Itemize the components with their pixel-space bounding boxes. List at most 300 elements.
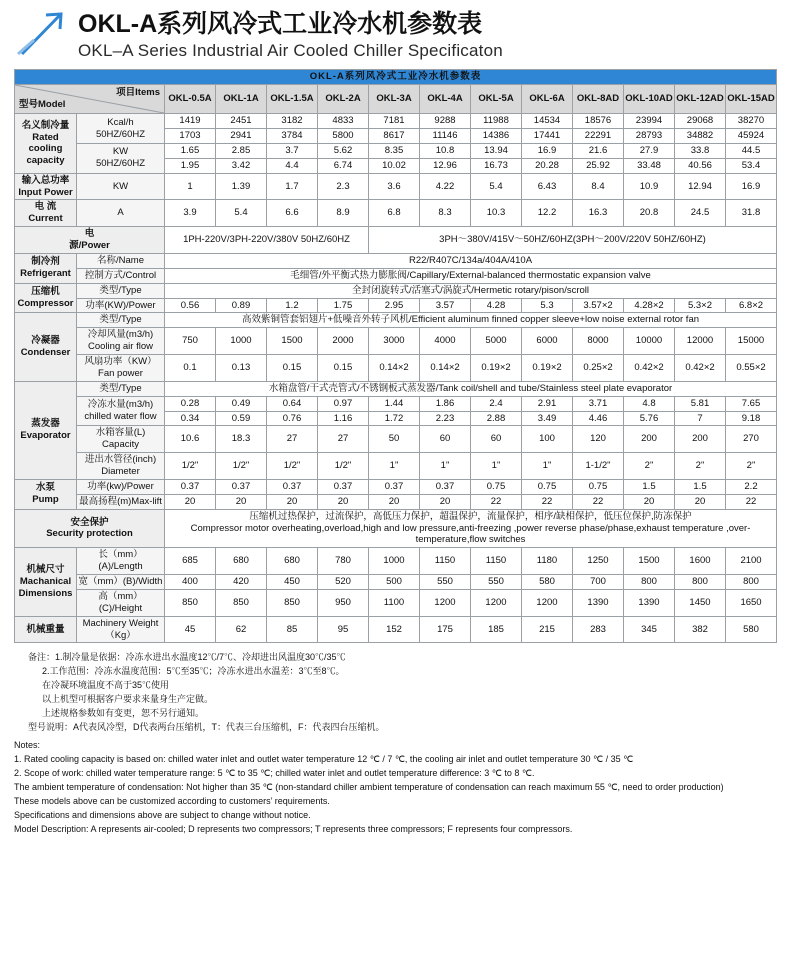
cell: 450 xyxy=(267,575,318,590)
cell: 20 xyxy=(420,494,471,509)
unit-line: 风扇功率（KW） xyxy=(84,356,157,367)
cell: 800 xyxy=(726,575,777,590)
table-row xyxy=(15,479,777,494)
cell: 3.57 xyxy=(420,298,471,313)
cell: 0.37 xyxy=(420,479,471,494)
cell: 950 xyxy=(318,589,369,616)
cell: 3.57×2 xyxy=(573,298,624,313)
cell: 1500 xyxy=(267,328,318,355)
cell: 95 xyxy=(318,616,369,643)
row-label-input-power xyxy=(15,173,77,200)
table-row xyxy=(15,328,777,355)
cell: 40.56 xyxy=(675,158,726,173)
cell: 2.2 xyxy=(726,479,777,494)
cell: 550 xyxy=(420,575,471,590)
table-row xyxy=(15,227,777,254)
cell: 9288 xyxy=(420,114,471,129)
cell: 5800 xyxy=(318,129,369,144)
cell: 15000 xyxy=(726,328,777,355)
unit-line: 进出水管径(inch) xyxy=(84,454,157,466)
unit-machinery-weight xyxy=(77,616,165,643)
cell: 1.39 xyxy=(216,173,267,200)
cell: 2451 xyxy=(216,114,267,129)
cell: 0.42×2 xyxy=(675,355,726,382)
cell: 2.88 xyxy=(471,411,522,426)
model-header: OKL-6A xyxy=(522,85,573,114)
table-banner: OKL-A系列风冷式工业冷水机参数表 xyxy=(15,70,777,85)
document-header xyxy=(16,10,776,61)
note-en-5: Specifications and dimensions above are subject to change without notice. xyxy=(14,809,311,820)
cell: 1180 xyxy=(522,548,573,575)
header-corner-cell xyxy=(15,85,165,114)
cell: 1.5 xyxy=(675,479,726,494)
cell: 580 xyxy=(522,575,573,590)
row-label-condenser xyxy=(15,313,77,381)
cell: 1.75 xyxy=(318,298,369,313)
cell: 5.3 xyxy=(522,298,573,313)
label-line: 输入总功率 xyxy=(21,174,70,186)
cell: 0.15 xyxy=(267,355,318,382)
cell: 1200 xyxy=(471,589,522,616)
note-cn-2: 2.工作范围：冷冻水温度范围：5℃至35℃；冷冻水进出水温差：3℃至8℃。 xyxy=(42,666,345,677)
cell: 4000 xyxy=(420,328,471,355)
cell: 1419 xyxy=(165,114,216,129)
unit-line: 冷却风量(m3/h) xyxy=(87,329,154,341)
cell: 10.3 xyxy=(471,200,522,227)
cell: 16.3 xyxy=(573,200,624,227)
table-row xyxy=(15,298,777,313)
cell: 10.6 xyxy=(165,426,216,453)
security-text-en: Compressor motor overheating,overload,high and low pressure,anti-freezing ,power reverse phase/phase,exhaust temperature ,over-temperature,flow switches xyxy=(190,522,751,546)
cell: 1" xyxy=(522,453,573,480)
cell-refrigerant-name: R22/R407C/134a/404A/410A xyxy=(165,253,777,268)
model-header: OKL-15AD xyxy=(726,85,777,114)
label-line: 名义制冷量 xyxy=(21,119,70,131)
cell: 5.62 xyxy=(318,143,369,158)
cell: 7.65 xyxy=(726,396,777,411)
cell: 680 xyxy=(267,548,318,575)
cell: 7 xyxy=(675,411,726,426)
row-label-refrigerant xyxy=(15,253,77,283)
cell: 18.3 xyxy=(216,426,267,453)
label-line: Machanical xyxy=(19,576,72,587)
table-row xyxy=(15,575,777,590)
cell: 0.42×2 xyxy=(624,355,675,382)
cell: 2.4 xyxy=(471,396,522,411)
label-line: cooling xyxy=(28,143,63,155)
cell: 0.75 xyxy=(471,479,522,494)
cell: 10.8 xyxy=(420,143,471,158)
model-header: OKL-8AD xyxy=(573,85,624,114)
cell: 1650 xyxy=(726,589,777,616)
page-title-cn: OKL-A系列风冷式工业冷水机参数表 xyxy=(78,10,483,38)
cell: 29068 xyxy=(675,114,726,129)
note-en-6: Model Description: A represents air-cooled; D represents two compressors; T represents three compressors; F represents four compressors. xyxy=(14,823,573,834)
cell: 85 xyxy=(267,616,318,643)
cell: 1.95 xyxy=(165,158,216,173)
cell: 4.28 xyxy=(471,298,522,313)
table-row xyxy=(15,494,777,509)
label-line: Refrigerant xyxy=(20,268,71,280)
unit-width: 宽（mm）(B)/Width xyxy=(77,575,165,590)
table-row xyxy=(15,426,777,453)
cell: 1.44 xyxy=(369,396,420,411)
label-line: Condenser xyxy=(20,347,71,359)
cell: 1200 xyxy=(420,589,471,616)
cell: 12000 xyxy=(675,328,726,355)
table-row xyxy=(15,381,777,396)
unit-line: 50HZ/60HZ xyxy=(95,158,146,170)
row-label-current xyxy=(15,200,77,227)
cell: 0.37 xyxy=(216,479,267,494)
table-row xyxy=(15,548,777,575)
unit-line: KW xyxy=(112,146,129,158)
cell: 1200 xyxy=(522,589,573,616)
cell: 1/2" xyxy=(318,453,369,480)
cell: 17441 xyxy=(522,129,573,144)
cell: 6.6 xyxy=(267,200,318,227)
table-row xyxy=(15,268,777,283)
cell: 16.73 xyxy=(471,158,522,173)
cell: 0.14×2 xyxy=(420,355,471,382)
cell: 4.4 xyxy=(267,158,318,173)
label-line: Compressor xyxy=(17,298,74,309)
cell: 21.6 xyxy=(573,143,624,158)
cell: 750 xyxy=(165,328,216,355)
table-header-row xyxy=(15,85,777,114)
cell: 2.95 xyxy=(369,298,420,313)
model-header: OKL-1.5A xyxy=(267,85,318,114)
cell: 44.5 xyxy=(726,143,777,158)
cell: 0.28 xyxy=(165,396,216,411)
cell: 27 xyxy=(318,426,369,453)
label-line: 电 xyxy=(84,228,95,240)
label-line: Input Power xyxy=(18,186,73,198)
cell: 1 xyxy=(165,173,216,200)
cell: 850 xyxy=(267,589,318,616)
cell: 2.91 xyxy=(522,396,573,411)
cell: 0.56 xyxy=(165,298,216,313)
cell: 850 xyxy=(165,589,216,616)
security-text-cn: 压缩机过热保护，过流保护，高低压力保护，超温保护，流量保护，相序/缺相保护，低压位保护,防冻保护 xyxy=(249,510,692,522)
cell-evaporator-type: 水箱盘管/干式壳管式/不锈钢板式蒸发器/Tank coil/shell and tube/Stainless steel plate evaporator xyxy=(165,381,777,396)
cell: 1" xyxy=(471,453,522,480)
cell: 3.9 xyxy=(165,200,216,227)
table-banner-row xyxy=(15,70,777,85)
unit-pipe-diameter xyxy=(77,453,165,480)
label-line: Dimensions xyxy=(18,587,73,599)
cell: 4.28×2 xyxy=(624,298,675,313)
cell: 0.37 xyxy=(318,479,369,494)
cell: 3784 xyxy=(267,129,318,144)
unit-evaporator-type: 类型/Type xyxy=(77,381,165,396)
cell: 0.37 xyxy=(267,479,318,494)
unit-line: 冷冻水量(m3/h) xyxy=(87,399,154,411)
cell-power-supply-right: 3PH～380V/415V～50HZ/60HZ(3PH～200V/220V 50HZ/60HZ) xyxy=(369,227,777,254)
cell: 6.8 xyxy=(369,200,420,227)
cell: 0.1 xyxy=(165,355,216,382)
cell: 0.76 xyxy=(267,411,318,426)
cell: 0.14×2 xyxy=(369,355,420,382)
cell: 1250 xyxy=(573,548,624,575)
cell: 8.4 xyxy=(573,173,624,200)
cell: 11146 xyxy=(420,129,471,144)
label-line: 制冷剂 xyxy=(31,256,60,268)
table-row xyxy=(15,509,777,548)
cell: 8617 xyxy=(369,129,420,144)
cell: 6.74 xyxy=(318,158,369,173)
cell: 20.8 xyxy=(624,200,675,227)
table-row xyxy=(15,200,777,227)
note-cn-3: 在冷凝环境温度不高于35℃使用 xyxy=(42,680,170,691)
cell: 53.4 xyxy=(726,158,777,173)
cell: 25.92 xyxy=(573,158,624,173)
cell: 0.37 xyxy=(369,479,420,494)
cell: 3.49 xyxy=(522,411,573,426)
cell: 0.64 xyxy=(267,396,318,411)
cell: 3.6 xyxy=(369,173,420,200)
cell: 1390 xyxy=(573,589,624,616)
unit-refrigerant-name: 名称/Name xyxy=(77,253,165,268)
model-header: OKL-0.5A xyxy=(165,85,216,114)
note-en-3: The ambient temperature of condensation: Not higher than 35 ℃ (non-standard chiller ambient temperature of condensation can reach maximum 55 ℃, need to order production) xyxy=(14,781,724,792)
row-label-security-protection xyxy=(15,509,165,548)
cell: 8.9 xyxy=(318,200,369,227)
label-line: Current xyxy=(28,213,63,225)
cell: 33.48 xyxy=(624,158,675,173)
cell: 1" xyxy=(420,453,471,480)
cell: 2000 xyxy=(318,328,369,355)
cell: 780 xyxy=(318,548,369,575)
cell: 1/2" xyxy=(165,453,216,480)
cell: 12.2 xyxy=(522,200,573,227)
cell: 20 xyxy=(267,494,318,509)
cell: 20.28 xyxy=(522,158,573,173)
model-header: OKL-12AD xyxy=(675,85,726,114)
cell: 20 xyxy=(675,494,726,509)
label-line: 安全保护 xyxy=(70,516,109,528)
label-line: 源/Power xyxy=(69,240,110,251)
unit-refrigerant-control: 控制方式/Control xyxy=(77,268,165,283)
cell: 2.23 xyxy=(420,411,471,426)
arrow-logo xyxy=(16,10,68,56)
cell: 6000 xyxy=(522,328,573,355)
label-line: Pump xyxy=(32,494,59,506)
cell: 0.13 xyxy=(216,355,267,382)
note-cn-1: 备注：1.制冷量是依据：冷冻水进出水温度12℃/7℃、冷却进出风温度30℃/35℃ xyxy=(28,652,346,663)
cell: 0.59 xyxy=(216,411,267,426)
label-line: 冷凝器 xyxy=(31,335,60,347)
cell: 1/2" xyxy=(216,453,267,480)
cell: 27 xyxy=(267,426,318,453)
cell: 0.75 xyxy=(522,479,573,494)
cell: 3.71 xyxy=(573,396,624,411)
cell: 1-1/2" xyxy=(573,453,624,480)
cell: 1390 xyxy=(624,589,675,616)
cell: 22 xyxy=(471,494,522,509)
cell: 16.9 xyxy=(522,143,573,158)
cell: 200 xyxy=(624,426,675,453)
cell: 100 xyxy=(522,426,573,453)
cell: 23994 xyxy=(624,114,675,129)
model-header: OKL-4A xyxy=(420,85,471,114)
cell: 2" xyxy=(726,453,777,480)
table-row xyxy=(15,173,777,200)
cell: 5000 xyxy=(471,328,522,355)
unit-line: chilled water flow xyxy=(84,411,157,422)
cell: 0.75 xyxy=(573,479,624,494)
unit-line: 50HZ/60HZ xyxy=(95,128,146,140)
note-en-4: These models above can be customized according to customers’ requirements. xyxy=(14,795,330,806)
row-label-mechanical-dimensions xyxy=(15,548,77,616)
cell: 1150 xyxy=(420,548,471,575)
cell: 60 xyxy=(420,426,471,453)
cell: 5.4 xyxy=(216,200,267,227)
model-header: OKL-10AD xyxy=(624,85,675,114)
cell: 22 xyxy=(726,494,777,509)
note-cn-5: 上述规格参数如有变更，恕不另行通知。 xyxy=(42,708,205,719)
table-row xyxy=(15,143,777,158)
cell-refrigerant-control: 毛细管/外平衡式热力膨胀阀/Capillary/External-balanced thermostatic expansion valve xyxy=(165,268,777,283)
row-label-evaporator xyxy=(15,381,77,479)
cell: 3.7 xyxy=(267,143,318,158)
label-line: 水泵 xyxy=(35,482,55,494)
cell: 18576 xyxy=(573,114,624,129)
cell: 420 xyxy=(216,575,267,590)
cell: 62 xyxy=(216,616,267,643)
cell: 0.97 xyxy=(318,396,369,411)
cell: 800 xyxy=(624,575,675,590)
cell: 283 xyxy=(573,616,624,643)
header-items-label: 项目Items xyxy=(116,87,160,99)
cell: 700 xyxy=(573,575,624,590)
cell: 1000 xyxy=(216,328,267,355)
label-line: 机械重量 xyxy=(26,623,65,635)
cell: 10.9 xyxy=(624,173,675,200)
cell: 1150 xyxy=(471,548,522,575)
notes-block xyxy=(14,651,776,836)
cell: 580 xyxy=(726,616,777,643)
cell: 4.22 xyxy=(420,173,471,200)
cell: 0.55×2 xyxy=(726,355,777,382)
cell: 0.15 xyxy=(318,355,369,382)
cell: 0.34 xyxy=(165,411,216,426)
cell: 60 xyxy=(471,426,522,453)
table-row xyxy=(15,616,777,643)
cell: 12.96 xyxy=(420,158,471,173)
cell: 1450 xyxy=(675,589,726,616)
cell: 1.16 xyxy=(318,411,369,426)
table-row xyxy=(15,589,777,616)
cell: 1/2" xyxy=(267,453,318,480)
cell: 34882 xyxy=(675,129,726,144)
cell: 5.81 xyxy=(675,396,726,411)
cell: 2" xyxy=(624,453,675,480)
unit-kcal xyxy=(77,114,165,144)
row-label-pump xyxy=(15,479,77,509)
cell: 0.49 xyxy=(216,396,267,411)
cell: 800 xyxy=(675,575,726,590)
cell: 8.3 xyxy=(420,200,471,227)
cell: 1" xyxy=(369,453,420,480)
cell: 12.94 xyxy=(675,173,726,200)
cell: 8.35 xyxy=(369,143,420,158)
cell: 16.9 xyxy=(726,173,777,200)
cell: 5.76 xyxy=(624,411,675,426)
note-en-1: 1. Rated cooling capacity is based on: chilled water inlet and outlet water temperature 12 ℃ / 7 ℃, the cooling air inlet and outlet temperature 30 ℃ / 35 ℃ xyxy=(14,753,634,764)
cell: 45 xyxy=(165,616,216,643)
cell: 31.8 xyxy=(726,200,777,227)
note-en-2: 2. Scope of work: chilled water temperature range: 5 ℃ to 35 ℃; chilled water inlet and outlet temperature difference: 3 ℃ to 8 ℃. xyxy=(14,767,535,778)
row-label-compressor xyxy=(15,283,77,313)
note-cn-4: 以上机型可根据客户要求来量身生产定做。 xyxy=(42,694,214,705)
model-header: OKL-2A xyxy=(318,85,369,114)
cell: 2.85 xyxy=(216,143,267,158)
cell: 50 xyxy=(369,426,420,453)
cell: 175 xyxy=(420,616,471,643)
unit-input-power: KW xyxy=(77,173,165,200)
cell: 5.4 xyxy=(471,173,522,200)
unit-line: Machinery Weight xyxy=(82,617,159,629)
cell: 1600 xyxy=(675,548,726,575)
row-label-power-supply xyxy=(15,227,165,254)
cell: 120 xyxy=(573,426,624,453)
cell: 680 xyxy=(216,548,267,575)
table-row xyxy=(15,313,777,328)
cell: 10000 xyxy=(624,328,675,355)
cell: 7181 xyxy=(369,114,420,129)
cell: 8000 xyxy=(573,328,624,355)
cell: 3182 xyxy=(267,114,318,129)
header-model-label: 型号Model xyxy=(19,99,66,111)
table-row xyxy=(15,253,777,268)
cell: 2" xyxy=(675,453,726,480)
unit-line: Diameter xyxy=(101,466,140,477)
cell: 520 xyxy=(318,575,369,590)
cell: 200 xyxy=(675,426,726,453)
notes-en-title: Notes: xyxy=(14,740,41,750)
unit-kw xyxy=(77,143,165,173)
unit-line: （Kg） xyxy=(105,629,136,641)
label-line: Rated xyxy=(32,131,59,143)
cell: 20 xyxy=(624,494,675,509)
unit-compressor-power: 功率(KW)/Power xyxy=(77,298,165,313)
cell: 1.72 xyxy=(369,411,420,426)
unit-height: 高（mm）(C)/Height xyxy=(77,589,165,616)
cell-condenser-type: 高效紫铜管套铝翅片+低噪音外转子风机/Efficient aluminum finned copper sleeve+low noise external rotor fan xyxy=(165,313,777,328)
cell: 3000 xyxy=(369,328,420,355)
cell: 22 xyxy=(573,494,624,509)
cell: 2.3 xyxy=(318,173,369,200)
table-row xyxy=(15,396,777,411)
label-line: 蒸发器 xyxy=(31,418,60,430)
unit-pump-max-lift: 最高扬程(m)Max-lift xyxy=(77,494,165,509)
table-row xyxy=(15,114,777,129)
cell: 0.89 xyxy=(216,298,267,313)
unit-line: Fan power xyxy=(98,367,143,379)
cell: 1.86 xyxy=(420,396,471,411)
cell: 1.2 xyxy=(267,298,318,313)
cell: 22 xyxy=(522,494,573,509)
cell: 28793 xyxy=(624,129,675,144)
cell-security-protection xyxy=(165,509,777,548)
cell: 400 xyxy=(165,575,216,590)
table-row xyxy=(15,283,777,298)
unit-pump-power: 功率(kw)/Power xyxy=(77,479,165,494)
unit-tank-capacity xyxy=(77,426,165,453)
cell: 4833 xyxy=(318,114,369,129)
cell: 5.3×2 xyxy=(675,298,726,313)
